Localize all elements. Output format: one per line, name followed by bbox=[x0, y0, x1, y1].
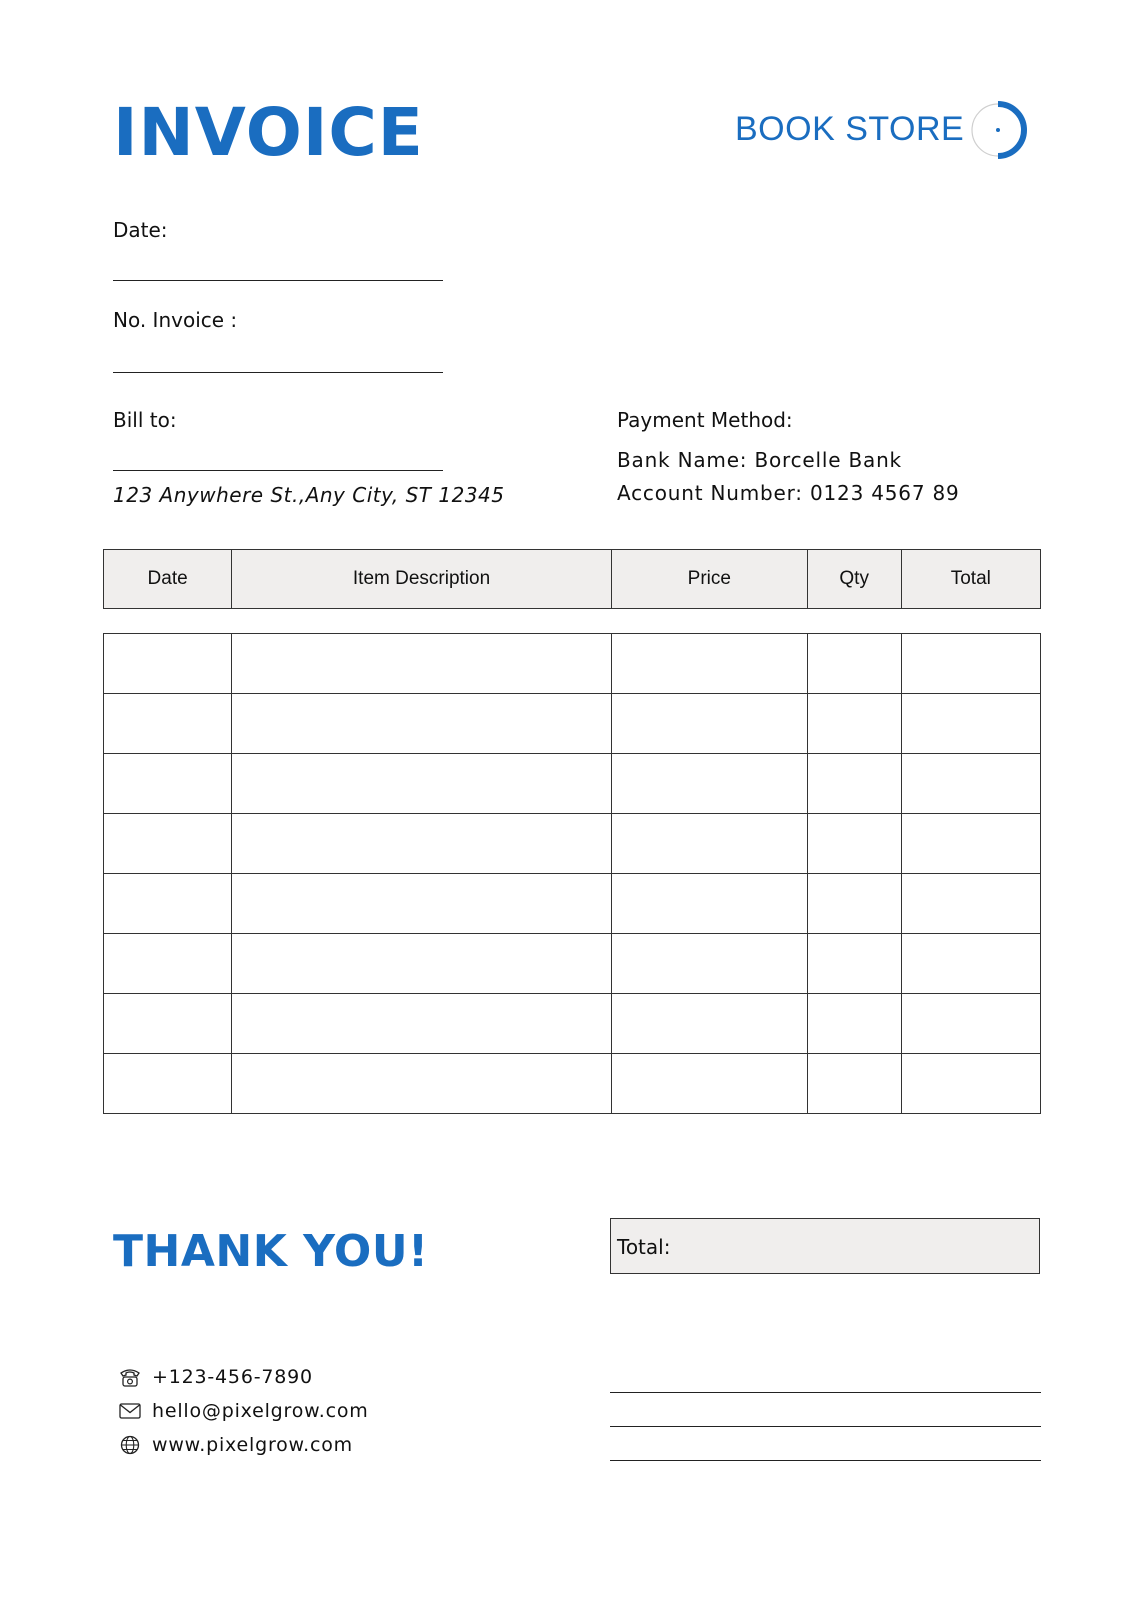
cell-total[interactable] bbox=[901, 814, 1040, 874]
signature-line-1[interactable] bbox=[610, 1392, 1041, 1393]
cell-description[interactable] bbox=[232, 874, 612, 934]
cell-date[interactable] bbox=[104, 814, 232, 874]
date-label: Date: bbox=[113, 218, 168, 242]
items-table-header bbox=[103, 549, 1041, 609]
items-table bbox=[103, 633, 1041, 1114]
cell-description[interactable] bbox=[232, 754, 612, 814]
table-row bbox=[104, 1054, 1041, 1114]
invoice-title: INVOICE bbox=[113, 94, 424, 171]
cell-description[interactable] bbox=[232, 634, 612, 694]
cell-price[interactable] bbox=[611, 994, 807, 1054]
cell-total[interactable] bbox=[901, 634, 1040, 694]
column-header-description: Item Description bbox=[232, 550, 612, 609]
cell-qty[interactable] bbox=[807, 814, 901, 874]
cell-qty[interactable] bbox=[807, 994, 901, 1054]
cell-price[interactable] bbox=[611, 694, 807, 754]
brand-name: BOOK STORE bbox=[735, 110, 965, 148]
cell-qty[interactable] bbox=[807, 934, 901, 994]
cell-description[interactable] bbox=[232, 814, 612, 874]
phone-icon bbox=[118, 1366, 142, 1388]
table-row bbox=[104, 874, 1041, 934]
cell-qty[interactable] bbox=[807, 754, 901, 814]
website-url: www.pixelgrow.com bbox=[152, 1434, 353, 1456]
total-box[interactable] bbox=[610, 1218, 1040, 1274]
contact-phone bbox=[118, 1366, 313, 1388]
cell-total[interactable] bbox=[901, 754, 1040, 814]
cell-date[interactable] bbox=[104, 754, 232, 814]
cell-date[interactable] bbox=[104, 1054, 232, 1114]
date-line[interactable] bbox=[113, 280, 443, 281]
globe-icon bbox=[118, 1434, 142, 1456]
contact-website bbox=[118, 1434, 353, 1456]
table-row bbox=[104, 814, 1041, 874]
cell-price[interactable] bbox=[611, 934, 807, 994]
cell-qty[interactable] bbox=[807, 634, 901, 694]
cell-qty[interactable] bbox=[807, 874, 901, 934]
cell-price[interactable] bbox=[611, 1054, 807, 1114]
cell-total[interactable] bbox=[901, 994, 1040, 1054]
thank-you-text: THANK YOU! bbox=[113, 1226, 429, 1277]
cell-date[interactable] bbox=[104, 694, 232, 754]
table-row bbox=[104, 934, 1041, 994]
cell-description[interactable] bbox=[232, 694, 612, 754]
cell-date[interactable] bbox=[104, 934, 232, 994]
cell-description[interactable] bbox=[232, 994, 612, 1054]
cell-description[interactable] bbox=[232, 934, 612, 994]
column-header-total: Total bbox=[901, 550, 1040, 609]
cell-qty[interactable] bbox=[807, 694, 901, 754]
column-header-date: Date bbox=[104, 550, 232, 609]
account-number: Account Number: 0123 4567 89 bbox=[617, 481, 960, 505]
table-row bbox=[104, 754, 1041, 814]
signature-line-2[interactable] bbox=[610, 1426, 1041, 1427]
cell-qty[interactable] bbox=[807, 1054, 901, 1114]
cell-date[interactable] bbox=[104, 634, 232, 694]
table-row bbox=[104, 634, 1041, 694]
column-header-price: Price bbox=[611, 550, 807, 609]
cell-total[interactable] bbox=[901, 694, 1040, 754]
bill-to-label: Bill to: bbox=[113, 408, 177, 432]
cell-total[interactable] bbox=[901, 1054, 1040, 1114]
cell-total[interactable] bbox=[901, 874, 1040, 934]
cell-price[interactable] bbox=[611, 814, 807, 874]
bill-to-address: 123 Anywhere St.,Any City, ST 12345 bbox=[113, 483, 505, 507]
brand-logo-icon bbox=[968, 100, 1028, 160]
bank-name: Bank Name: Borcelle Bank bbox=[617, 448, 902, 472]
cell-date[interactable] bbox=[104, 994, 232, 1054]
table-row bbox=[104, 994, 1041, 1054]
cell-price[interactable] bbox=[611, 634, 807, 694]
cell-total[interactable] bbox=[901, 934, 1040, 994]
cell-price[interactable] bbox=[611, 754, 807, 814]
cell-price[interactable] bbox=[611, 874, 807, 934]
mail-icon bbox=[118, 1400, 142, 1422]
signature-line-3[interactable] bbox=[610, 1460, 1041, 1461]
column-header-qty: Qty bbox=[807, 550, 901, 609]
invoice-number-line[interactable] bbox=[113, 372, 443, 373]
table-row bbox=[104, 694, 1041, 754]
cell-description[interactable] bbox=[232, 1054, 612, 1114]
payment-method-label: Payment Method: bbox=[617, 408, 793, 432]
contact-email bbox=[118, 1400, 369, 1422]
total-label: Total: bbox=[617, 1235, 671, 1259]
email-address: hello@pixelgrow.com bbox=[152, 1400, 369, 1422]
invoice-number-label: No. Invoice : bbox=[113, 308, 238, 332]
phone-number: +123-456-7890 bbox=[152, 1366, 313, 1388]
bill-to-line[interactable] bbox=[113, 470, 443, 471]
cell-date[interactable] bbox=[104, 874, 232, 934]
